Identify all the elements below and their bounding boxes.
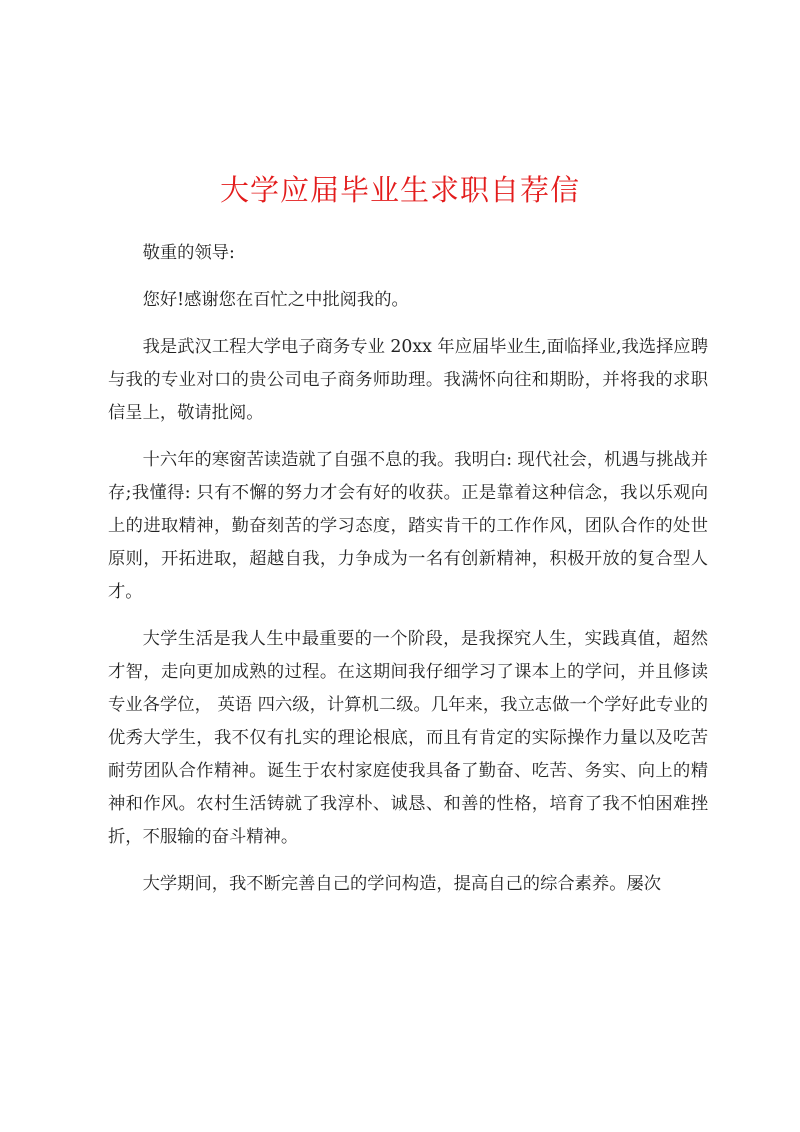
motivation-paragraph: 十六年的寒窗苦读造就了自强不息的我。我明白: 现代社会，机遇与挑战并存;我懂得: 只有不懈的努力才会有好的收获。正是靠着这种信念，我以乐观向上的进取精神，勤奋刻苦的学习态度，踏实肯干的工作作风，团队合作的处世原则，开拓进取，超越自我，力争成为一名有创新精神，积极开放的复合型人才。 bbox=[108, 450, 708, 602]
introduction-paragraph: 我是武汉工程大学电子商务专业 20xx 年应届毕业生,面临择业,我选择应聘与我的专业对口的贵公司电子商务师助理。我满怀向往和期盼，并将我的求职信呈上，敬请批阅。 bbox=[108, 337, 708, 423]
document-title: 大学应届毕业生求职自荐信 bbox=[219, 173, 580, 207]
greeting-paragraph: 您好!感谢您在百忙之中批阅我的。 bbox=[142, 290, 409, 310]
college-life-paragraph: 大学生活是我人生中最重要的一个阶段，是我探究人生，实践真值，超然才智，走向更加成熟的过程。在这期间我仔细学习了课本上的学问，并且修读专业各学位， 英语 四六级，计算机二级。几年来，我立志做一个学好此专业的优秀大学生，我不仅有扎实的理论根底，而且有肯定的实际操作力量以及吃苦耐劳团队合作精神。诞生于农村家庭使我具备了勤奋、吃苦、务实、向上的精神和作风。农村生活铸就了我淳朴、诚恳、和善的性格，培育了我不怕困难挫折，不服输的奋斗精神。 bbox=[108, 629, 708, 847]
college-period-paragraph: 大学期间，我不断完善自己的学问构造，提高自己的综合素养。屡次 bbox=[142, 874, 662, 894]
letter-body bbox=[108, 237, 708, 915]
salutation: 敬重的领导: bbox=[142, 243, 235, 263]
